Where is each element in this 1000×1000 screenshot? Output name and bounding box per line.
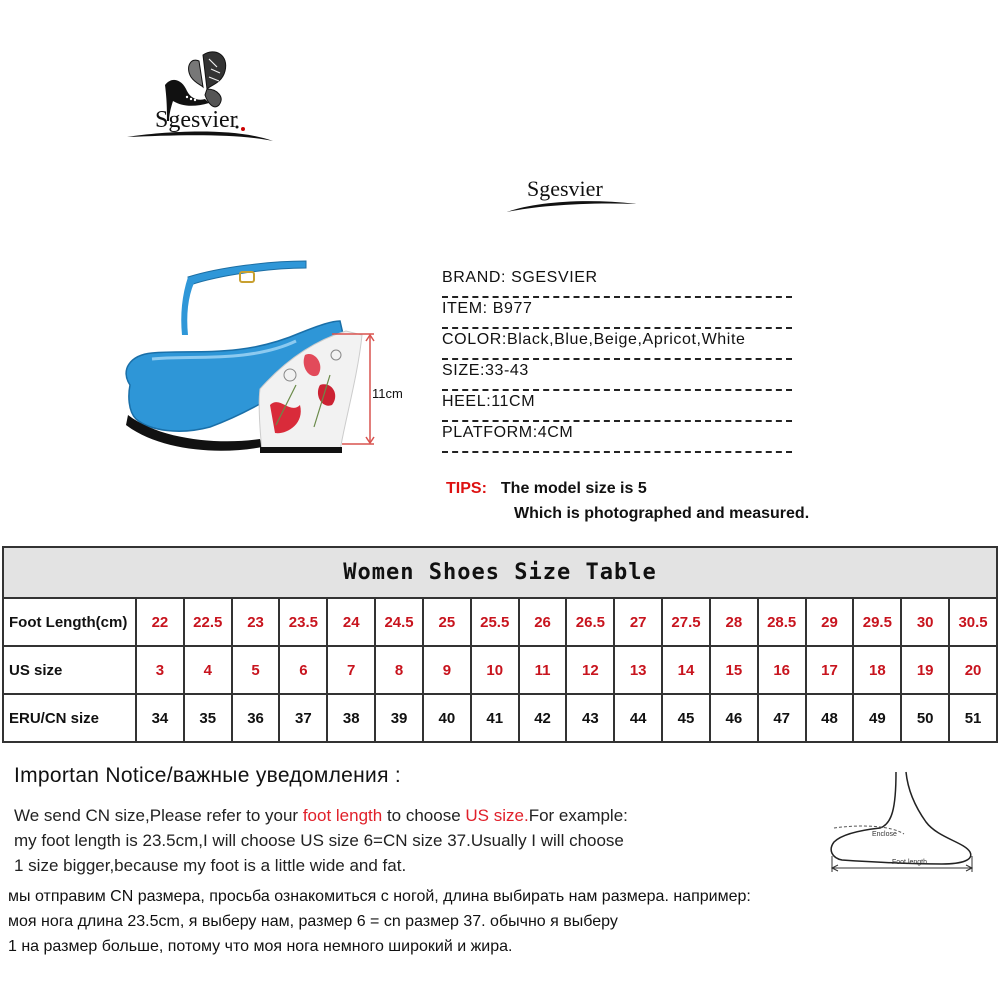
table-cell: 27 bbox=[614, 598, 662, 646]
table-cell: 19 bbox=[901, 646, 949, 694]
table-cell: 38 bbox=[327, 694, 375, 742]
notice-highlight: foot length bbox=[302, 806, 383, 825]
table-cell: 22.5 bbox=[184, 598, 232, 646]
table-cell: 18 bbox=[853, 646, 901, 694]
table-cell: 29.5 bbox=[853, 598, 901, 646]
table-cell: 26 bbox=[519, 598, 567, 646]
table-cell: 14 bbox=[662, 646, 710, 694]
brand-logo-small bbox=[505, 172, 640, 217]
tips bbox=[446, 480, 647, 498]
enclose-label: Enclose bbox=[872, 831, 897, 838]
table-cell: 42 bbox=[519, 694, 567, 742]
table-cell: 26.5 bbox=[566, 598, 614, 646]
tips-line-1: The model size is 5 bbox=[500, 480, 647, 497]
table-cell: 25.5 bbox=[471, 598, 519, 646]
table-row-us-size bbox=[3, 646, 997, 694]
notice-text: We send CN size,Please refer to your bbox=[14, 806, 303, 825]
table-cell: 34 bbox=[136, 694, 184, 742]
brand-name: Sgesvier bbox=[155, 107, 238, 133]
notice-text: For example: bbox=[528, 806, 628, 825]
table-cell: 24 bbox=[327, 598, 375, 646]
foot-length-label: Foot length bbox=[892, 859, 928, 866]
table-cell: 11 bbox=[519, 646, 567, 694]
table-cell: 10 bbox=[471, 646, 519, 694]
table-cell: 50 bbox=[901, 694, 949, 742]
brand-name-small: Sgesvier bbox=[527, 176, 603, 201]
table-cell: 36 bbox=[232, 694, 280, 742]
notice-title: Importan Notice/важные уведомления : bbox=[14, 764, 402, 787]
table-cell: 43 bbox=[566, 694, 614, 742]
table-cell: 46 bbox=[710, 694, 758, 742]
table-cell: 45 bbox=[662, 694, 710, 742]
spec-platform: PLATFORM:4CM bbox=[442, 421, 792, 453]
table-cell: 22 bbox=[136, 598, 184, 646]
product-shoe-image bbox=[100, 255, 380, 475]
table-cell: 25 bbox=[423, 598, 471, 646]
table-cell: 27.5 bbox=[662, 598, 710, 646]
table-cell: 44 bbox=[614, 694, 662, 742]
table-cell: 49 bbox=[853, 694, 901, 742]
table-cell: 5 bbox=[232, 646, 280, 694]
table-cell: 47 bbox=[758, 694, 806, 742]
table-cell: 16 bbox=[758, 646, 806, 694]
notice-highlight: US size. bbox=[465, 806, 529, 825]
row-label: Foot Length(cm) bbox=[3, 598, 136, 646]
notice-english bbox=[14, 803, 628, 878]
table-cell: 37 bbox=[279, 694, 327, 742]
tips-label: TIPS: bbox=[446, 480, 487, 497]
table-cell: 28 bbox=[710, 598, 758, 646]
table-cell: 6 bbox=[279, 646, 327, 694]
tips-line-2: Which is photographed and measured. bbox=[514, 505, 810, 522]
notice-en-line-2: my foot length is 23.5cm,I will choose US size 6=CN size 37.Usually I will choose bbox=[14, 831, 624, 850]
table-cell: 51 bbox=[949, 694, 997, 742]
butterfly-heel-icon bbox=[125, 45, 280, 155]
spec-item: ITEM: B977 bbox=[442, 297, 792, 329]
size-table-title: Women Shoes Size Table bbox=[3, 547, 997, 598]
notice-ru-line-3: 1 на размер больше, потому что моя нога немного широкий и жира. bbox=[8, 938, 513, 955]
table-cell: 30 bbox=[901, 598, 949, 646]
table-cell: 3 bbox=[136, 646, 184, 694]
notice-ru-line-1: мы отправим CN размера, просьба ознакомиться с ногой, длина выбирать нам размера. например: bbox=[8, 888, 751, 905]
notice-ru-line-2: моя нога длина 23.5cm, я выберу нам, размер 6 = cn размер 37. обычно я выберу bbox=[8, 913, 618, 930]
table-cell: 48 bbox=[806, 694, 854, 742]
table-cell: 4 bbox=[184, 646, 232, 694]
row-label: US size bbox=[3, 646, 136, 694]
notice-text: to choose bbox=[382, 806, 466, 825]
table-cell: 20 bbox=[949, 646, 997, 694]
table-cell: 17 bbox=[806, 646, 854, 694]
spec-brand: BRAND: SGESVIER bbox=[442, 266, 792, 298]
table-cell: 24.5 bbox=[375, 598, 423, 646]
notice-en-line-3: 1 size bigger,because my foot is a little wide and fat. bbox=[14, 856, 407, 875]
spec-size: SIZE:33-43 bbox=[442, 359, 792, 391]
size-table bbox=[2, 546, 998, 743]
table-cell: 12 bbox=[566, 646, 614, 694]
table-cell: 8 bbox=[375, 646, 423, 694]
table-cell: 35 bbox=[184, 694, 232, 742]
spec-heel: HEEL:11CM bbox=[442, 390, 792, 422]
table-row-eu-cn-size bbox=[3, 694, 997, 742]
table-cell: 7 bbox=[327, 646, 375, 694]
table-row-foot-length bbox=[3, 598, 997, 646]
table-cell: 28.5 bbox=[758, 598, 806, 646]
table-cell: 29 bbox=[806, 598, 854, 646]
table-cell: 23 bbox=[232, 598, 280, 646]
table-cell: 39 bbox=[375, 694, 423, 742]
swoosh-icon bbox=[505, 172, 640, 217]
table-cell: 13 bbox=[614, 646, 662, 694]
brand-logo bbox=[125, 45, 280, 155]
spec-color: COLOR:Black,Blue,Beige,Apricot,White bbox=[442, 328, 792, 360]
notice-russian bbox=[8, 884, 751, 959]
heel-height-label: 11cm bbox=[372, 386, 403, 401]
table-cell: 23.5 bbox=[279, 598, 327, 646]
table-cell: 40 bbox=[423, 694, 471, 742]
notice-en-line-1 bbox=[14, 803, 628, 828]
table-cell: 9 bbox=[423, 646, 471, 694]
row-label: ERU/CN size bbox=[3, 694, 136, 742]
table-cell: 30.5 bbox=[949, 598, 997, 646]
table-cell: 41 bbox=[471, 694, 519, 742]
table-cell: 15 bbox=[710, 646, 758, 694]
foot-diagram-icon bbox=[822, 768, 990, 876]
